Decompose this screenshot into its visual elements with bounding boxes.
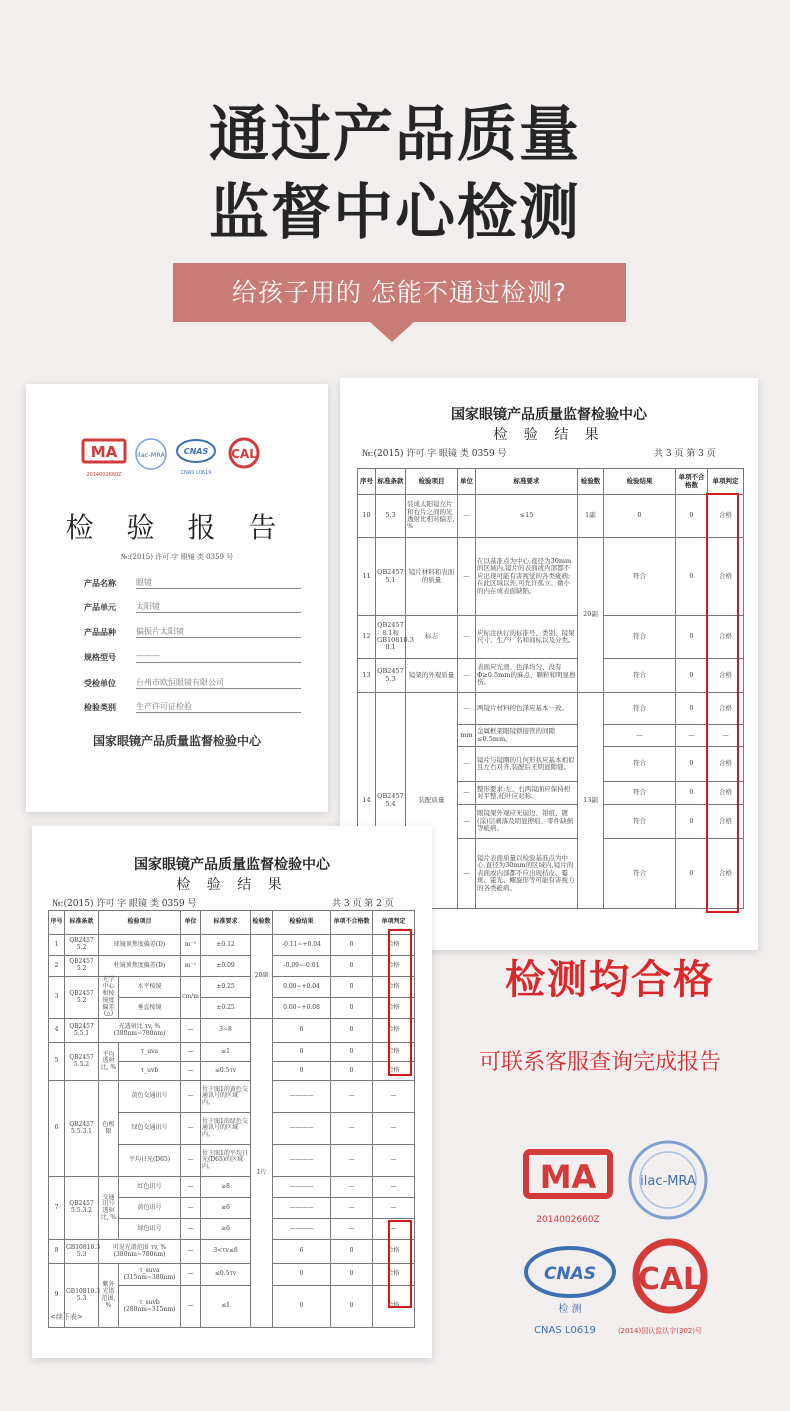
cell-fail-count: 0 xyxy=(331,998,373,1019)
cell-judgement: 合格 xyxy=(373,1019,415,1043)
cell-fail-count: 0 xyxy=(331,1019,373,1043)
page2-organization: 国家眼镜产品质量监督检验中心 xyxy=(134,857,330,873)
cell-unit: — xyxy=(458,538,476,616)
cell-sub-item: 平均日光(D65) xyxy=(119,1145,181,1177)
cell-requirement: 3<τv≤8 xyxy=(201,1240,251,1264)
cell-unit: — xyxy=(181,1219,201,1240)
page3-organization: 国家眼镜产品质量监督检验中心 xyxy=(451,407,647,423)
cell-result: ———— xyxy=(273,1177,331,1198)
cell-result: 符合 xyxy=(604,747,676,782)
cell-result: ———— xyxy=(273,1145,331,1177)
cell-judgement: — xyxy=(708,725,744,747)
cell-requirement: ≥6 xyxy=(201,1198,251,1219)
header-cell: 检验结果 xyxy=(604,469,676,495)
cell-judgement: — xyxy=(373,1198,415,1219)
cell-unit: — xyxy=(181,1198,201,1219)
cell-no: 12 xyxy=(358,616,376,659)
cell-no: 2 xyxy=(49,956,65,977)
cell-judgement: — xyxy=(373,1113,415,1145)
cell-item: 镜片材料和表面的质量 xyxy=(406,538,458,616)
cell-clause: QB2457 5.2 xyxy=(65,977,99,1019)
cell-sub-item: 绿色讯号 xyxy=(119,1219,181,1240)
cell-fail-count: — xyxy=(331,1198,373,1219)
table-row xyxy=(358,659,744,693)
cell-unit: — xyxy=(181,1081,201,1113)
header-cell: 检验数 xyxy=(251,911,273,935)
cell-unit: mm xyxy=(458,725,476,747)
table-row xyxy=(49,1043,415,1062)
cell-requirement: 3~8 xyxy=(201,1019,251,1043)
report-cover xyxy=(26,384,328,812)
cell-item: 色极限 xyxy=(99,1081,119,1177)
cell-item: 装成太阳镜左片和右片之间的光透射比相对偏差, % xyxy=(406,495,458,538)
cell-judgement: 合格 xyxy=(708,747,744,782)
cell-result: 符合 xyxy=(604,782,676,805)
cover-field-value: 偏振片太阳镜 xyxy=(136,626,301,638)
cell-clause: QB2457 5.5.3.2 xyxy=(65,1177,99,1240)
cell-result: 0.00~+0.08 xyxy=(273,998,331,1019)
cell-clause: QB2457 5.4 xyxy=(376,693,406,909)
cnas-logo-code: CNAS L0619 xyxy=(180,470,212,476)
cell-judgement: 合格 xyxy=(708,782,744,805)
cell-fail-count: 0 xyxy=(676,782,708,805)
cell-unit: — xyxy=(181,1062,201,1081)
cal-badge xyxy=(618,1242,704,1335)
cell-fail-count: — xyxy=(331,1219,373,1240)
header-cell: 单项不合格数 xyxy=(331,911,373,935)
cover-field-label: 受检单位 xyxy=(84,678,116,688)
cell-fail-count: — xyxy=(331,1113,373,1145)
cma-logo-text: MA xyxy=(90,443,118,461)
cell-requirement: 镜片表面质量以检验基准点为中心,直径为30mm的区域内,镜片的表面或内部都不应出现桔皮、霉斑、霍光、螺旋形等可能有害视力的各类疵病。 xyxy=(476,839,578,909)
cell-requirement: ≤0.5τv xyxy=(201,1264,251,1286)
cell-judgement: — xyxy=(373,1145,415,1177)
cell-count: 20副 xyxy=(251,935,273,1019)
cma-badge-code: 2014002660Z xyxy=(536,1215,600,1225)
cover-field-label: 产品名称 xyxy=(84,578,116,588)
cell-result: 符合 xyxy=(604,805,676,839)
table-row xyxy=(49,1240,415,1264)
header-cell: 标准条款 xyxy=(65,911,99,935)
table-row xyxy=(49,1264,415,1286)
cell-no: 6 xyxy=(49,1081,65,1177)
cell-clause: QB2457 5.2 xyxy=(65,956,99,977)
cover-certification-logos xyxy=(81,436,281,480)
cell-clause: QB2457 5.2 xyxy=(65,935,99,956)
page2-results-table xyxy=(48,910,415,1328)
cell-fail-count: — xyxy=(331,1177,373,1198)
cell-requirement: 金属框架眼镜锁接管的间隙≤0.5mm。 xyxy=(476,725,578,747)
cell-unit: — xyxy=(181,1043,201,1062)
table-row xyxy=(358,616,744,659)
cover-field-label: 产品单元 xyxy=(84,602,116,612)
table-row xyxy=(49,956,415,977)
cell-unit: cm/m xyxy=(181,977,201,1019)
cell-judgement: 合格 xyxy=(708,538,744,616)
cell-clause: QB2457 8.1和GB10810.3 8.1 xyxy=(376,616,406,659)
cell-item: 光透射比 τv, % (380nm~780nm) xyxy=(99,1019,181,1043)
continued-note: <续下表> xyxy=(50,1313,83,1321)
cell-unit: — xyxy=(181,1264,201,1286)
cell-unit: — xyxy=(458,659,476,693)
headline-line-2: 监督中心检测 xyxy=(209,178,581,248)
cell-fail-count: 0 xyxy=(676,693,708,725)
cell-fail-count: — xyxy=(331,1081,373,1113)
cma-logo-code: 2014002660Z xyxy=(86,472,122,478)
cal-badge-text: CAL xyxy=(637,1262,703,1297)
cell-judgement: 合格 xyxy=(708,805,744,839)
cell-requirement: 位于图1的绿色交通讯号的区域内。 xyxy=(201,1113,251,1145)
cell-unit: — xyxy=(181,1177,201,1198)
cell-result: 6 xyxy=(273,1019,331,1043)
cell-judgement: 合格 xyxy=(708,659,744,693)
cell-requirement: 眼镜架外观应无崩边、钳痕、镀(涂)层剥落及明显擦痕、零件缺损等疵病。 xyxy=(476,805,578,839)
cover-field-label: 产品品种 xyxy=(84,627,116,637)
qualified-highlight-box xyxy=(388,1220,412,1308)
cnas-badge-text: CNAS xyxy=(543,1264,597,1284)
cell-fail-count: 0 xyxy=(331,1240,373,1264)
cell-judgement: 合格 xyxy=(373,977,415,998)
cell-fail-count: — xyxy=(331,1145,373,1177)
cell-item: 标志 xyxy=(406,616,458,659)
cell-unit: — xyxy=(458,693,476,725)
header-cell: 标准条款 xyxy=(376,469,406,495)
cell-requirement: ≤1 xyxy=(201,1043,251,1062)
cell-fail-count: 0 xyxy=(676,616,708,659)
cell-judgement: 合格 xyxy=(373,998,415,1019)
cal-logo-text: CAL xyxy=(231,447,257,461)
cell-requirement: ±0.09 xyxy=(201,956,251,977)
cell-requirement: ≥6 xyxy=(201,1219,251,1240)
ilac-logo xyxy=(136,439,166,469)
cell-no: 5 xyxy=(49,1043,65,1081)
report-page-2 xyxy=(32,826,432,1358)
table-row xyxy=(358,495,744,538)
cell-result: 0 xyxy=(273,1043,331,1062)
cell-requirement: ≥8 xyxy=(201,1177,251,1198)
cover-field-value: 太阳镜 xyxy=(136,601,301,613)
headline-line-1: 通过产品质量 xyxy=(209,100,581,170)
cnas-logo-text: CNAS xyxy=(183,447,209,456)
cell-no: 9 xyxy=(49,1264,65,1328)
cell-no: 11 xyxy=(358,538,376,616)
cell-unit: — xyxy=(458,839,476,909)
cover-field-value: 生产许可证检验 xyxy=(136,701,301,713)
cnas-badge-code: CNAS L0619 xyxy=(534,1325,596,1336)
header-cell: 标准要求 xyxy=(201,911,251,935)
cell-no: 14 xyxy=(358,693,376,909)
header-cell: 标准要求 xyxy=(476,469,578,495)
cell-fail-count: 0 xyxy=(676,805,708,839)
header-cell: 序号 xyxy=(49,911,65,935)
cell-result: — xyxy=(604,725,676,747)
cell-item: 紫外光谱范围, % xyxy=(99,1264,119,1328)
cell-unit: m⁻¹ xyxy=(181,956,201,977)
cell-judgement: 合格 xyxy=(373,1043,415,1062)
cell-no: 7 xyxy=(49,1177,65,1240)
cell-result: 0 xyxy=(604,495,676,538)
header-cell: 单位 xyxy=(458,469,476,495)
header-cell: 检验数 xyxy=(578,469,604,495)
cell-judgement: 合格 xyxy=(373,956,415,977)
cover-report-number: №:(2015) 许可 字 眼镜 类 0359 号 xyxy=(120,553,234,561)
cell-result: ———— xyxy=(273,1081,331,1113)
cell-item: 柱镜顶焦度偏差(D) xyxy=(99,956,181,977)
cover-field-label: 检验类别 xyxy=(84,702,116,712)
cell-requirement: 位于图1的黄色交通讯号的区域内。 xyxy=(201,1081,251,1113)
qualified-highlight-box xyxy=(388,929,412,1076)
cell-no: 3 xyxy=(49,977,65,1019)
cell-sub-item: 绿色交通讯号 xyxy=(119,1113,181,1145)
page2-report-number: №:(2015) 许可 字 眼镜 类 0359 号 xyxy=(52,899,197,909)
header-cell: 检验结果 xyxy=(273,911,331,935)
cell-result: 符合 xyxy=(604,538,676,616)
cell-count: 20副 xyxy=(578,538,604,693)
all-qualified-label: 检测均合格 xyxy=(505,957,715,1003)
cell-clause: GB10810.3 5.3 xyxy=(65,1240,99,1264)
cell-result: 0 xyxy=(273,1286,331,1328)
cell-requirement: 两镜片材料的色泽应基本一致。 xyxy=(476,693,578,725)
cell-result: ———— xyxy=(273,1113,331,1145)
table-header-row xyxy=(358,469,744,495)
cell-judgement: — xyxy=(373,1219,415,1240)
header-cell: 检验项目 xyxy=(406,469,458,495)
cell-item: 球镜顶焦度偏差(D) xyxy=(99,935,181,956)
cell-requirement: 应标注执行的标准号、类别、镜架尺寸、生产厂名和商标以及分类。 xyxy=(476,616,578,659)
cell-unit: — xyxy=(181,1145,201,1177)
cell-unit: — xyxy=(458,782,476,805)
cell-result: 符合 xyxy=(604,659,676,693)
cell-result: 符合 xyxy=(604,839,676,909)
cell-requirement: ≤0.5τv xyxy=(201,1062,251,1081)
cell-judgement: 合格 xyxy=(373,1286,415,1328)
cell-unit: — xyxy=(181,1113,201,1145)
header-cell: 单项不合格数 xyxy=(676,469,708,495)
cell-sub-item: τ_uvb xyxy=(119,1062,181,1081)
cell-requirement: 整形要求:左、右两镜面应保持相对平整,托叶应对称。 xyxy=(476,782,578,805)
cell-requirement: ≤15 xyxy=(476,495,578,538)
cell-result: 0 xyxy=(273,1264,331,1286)
cell-fail-count: 0 xyxy=(331,977,373,998)
table-row xyxy=(49,935,415,956)
cell-requirement: 在以基准点为中心,直径为30mm的区域内,镜片的表面或内部都不应出现可能有害视觉的各类疵病;在此区域以外,可允许孤立、微小的内在或表面缺陷。 xyxy=(476,538,578,616)
cell-unit: — xyxy=(181,1286,201,1328)
table-row xyxy=(49,977,415,998)
cell-result: -0.09~-0.01 xyxy=(273,956,331,977)
cell-unit: — xyxy=(458,495,476,538)
cell-requirement: ±0.12 xyxy=(201,935,251,956)
header-cell: 单位 xyxy=(181,911,201,935)
header-cell: 序号 xyxy=(358,469,376,495)
cell-fail-count: 0 xyxy=(676,538,708,616)
header-cell: 检验项目 xyxy=(99,911,181,935)
table-row xyxy=(49,1081,415,1113)
cell-result: 0 xyxy=(273,1062,331,1081)
cover-field-label: 规格型号 xyxy=(84,652,116,662)
cma-badge xyxy=(526,1152,610,1225)
table-row xyxy=(49,1019,415,1043)
page3-page-indicator: 共 3 页 第 3 页 xyxy=(654,449,716,459)
cell-sub-item: 黄色交通讯号 xyxy=(119,1081,181,1113)
cell-no: 8 xyxy=(49,1240,65,1264)
cell-unit: — xyxy=(458,747,476,782)
ilac-badge-text: ilac-MRA xyxy=(640,1174,696,1189)
cell-fail-count: 0 xyxy=(331,1043,373,1062)
header-cell: 单项判定 xyxy=(708,469,744,495)
cma-logo xyxy=(83,440,125,478)
cell-clause: 5.3 xyxy=(376,495,406,538)
cell-result: 符合 xyxy=(604,693,676,725)
cell-unit: m⁻¹ xyxy=(181,935,201,956)
cell-item: 交通讯号透射比, % xyxy=(99,1177,119,1240)
cell-result: 0.00~+0.04 xyxy=(273,977,331,998)
cell-item: 光学中心和棱镜度偏差(△) xyxy=(99,977,119,1019)
table-header-row xyxy=(49,911,415,935)
cell-fail-count: 0 xyxy=(676,747,708,782)
cover-field-value: 台州市欧恒眼镜有限公司 xyxy=(136,677,301,689)
cell-sub-item: 水平棱镜 xyxy=(119,977,181,998)
cell-fail-count: 0 xyxy=(331,956,373,977)
cell-judgement: 合格 xyxy=(708,616,744,659)
table-row xyxy=(49,1177,415,1198)
cell-count: 13副 xyxy=(578,693,604,909)
cnas-badge xyxy=(526,1248,614,1336)
table-row xyxy=(358,538,744,616)
contact-service-note: 可联系客服查询完成报告 xyxy=(478,1050,721,1075)
cell-no: 4 xyxy=(49,1019,65,1043)
cell-item: 镜架的外观质量 xyxy=(406,659,458,693)
cell-fail-count: 0 xyxy=(331,1286,373,1328)
cell-fail-count: 0 xyxy=(676,659,708,693)
cell-item: 装配质量 xyxy=(406,693,458,909)
table-row xyxy=(358,693,744,725)
cell-judgement: 合格 xyxy=(708,839,744,909)
cell-requirement: 镜片与镜圈的几何形状应基本相似且左右对齐,装配后无明显隙缝。 xyxy=(476,747,578,782)
cell-count: 1片 xyxy=(251,1019,273,1328)
header-cell: 单项判定 xyxy=(373,911,415,935)
certification-badges xyxy=(520,1140,720,1340)
cell-requirement: ±0.25 xyxy=(201,998,251,1019)
cell-fail-count: 0 xyxy=(331,1062,373,1081)
cell-clause: QB2457 5.5.1 xyxy=(65,1019,99,1043)
cell-judgement: 合格 xyxy=(373,935,415,956)
cell-result: ———— xyxy=(273,1198,331,1219)
cell-fail-count: 0 xyxy=(331,1264,373,1286)
cell-fail-count: 0 xyxy=(331,935,373,956)
cell-no: 10 xyxy=(358,495,376,538)
ilac-badge xyxy=(630,1142,706,1218)
cover-field-value: 眼镜 xyxy=(136,577,301,589)
cell-judgement: 合格 xyxy=(373,1062,415,1081)
tagline-banner: 给孩子用的 怎能不通过检测? xyxy=(173,263,626,322)
cell-no: 1 xyxy=(49,935,65,956)
cell-requirement: ≤1 xyxy=(201,1286,251,1328)
cell-judgement: 合格 xyxy=(708,693,744,725)
cover-title: 检 验 报 告 xyxy=(65,511,289,544)
cell-sub-item: τ_suvb (280nm~315nm) xyxy=(119,1286,181,1328)
cell-sub-item: 垂直棱镜 xyxy=(119,998,181,1019)
page-headline xyxy=(0,96,790,252)
cover-field-value: ——— xyxy=(136,651,301,663)
qualified-highlight-box xyxy=(706,493,739,913)
cell-sub-item: 红色讯号 xyxy=(119,1177,181,1198)
page2-page-indicator: 共 3 页 第 2 页 xyxy=(332,899,394,909)
page3-subtitle: 检 验 结 果 xyxy=(493,427,605,443)
cell-clause: GB10810.3 5.3 xyxy=(65,1264,99,1328)
cell-clause: QB2457 5.1 xyxy=(376,538,406,616)
cnas-logo xyxy=(177,440,215,476)
cell-sub-item: τ_uva xyxy=(119,1043,181,1062)
cell-item: 平均透射比, % xyxy=(99,1043,119,1081)
cal-badge-code: (2014)国认监认字(302)号 xyxy=(617,1327,703,1335)
cell-judgement: 合格 xyxy=(373,1240,415,1264)
cell-judgement: 合格 xyxy=(708,495,744,538)
cell-unit: — xyxy=(458,616,476,659)
cell-requirement: 位于图1的平均日光(D65)的区域内。 xyxy=(201,1145,251,1177)
cell-fail-count: 0 xyxy=(676,839,708,909)
cell-judgement: 合格 xyxy=(373,1264,415,1286)
cell-requirement: ±0.25 xyxy=(201,977,251,998)
cell-unit: — xyxy=(181,1240,201,1264)
cell-fail-count: 0 xyxy=(676,495,708,538)
cell-item: 可见光谱范围 τv, % (380nm~780nm) xyxy=(99,1240,181,1264)
cell-unit: — xyxy=(181,1019,201,1043)
cell-clause: QB2457 5.5.2 xyxy=(65,1043,99,1081)
ilac-logo-text: ilac-MRA xyxy=(137,451,165,459)
cell-clause: QB2457 5.3 xyxy=(376,659,406,693)
cell-no: 13 xyxy=(358,659,376,693)
cell-count: 1副 xyxy=(578,495,604,538)
cell-sub-item: τ_suva (315nm~380nm) xyxy=(119,1264,181,1286)
cnas-badge-label: 检 测 xyxy=(558,1304,582,1315)
cell-result: -0.11~+0.04 xyxy=(273,935,331,956)
cover-organization: 国家眼镜产品质量监督检验中心 xyxy=(92,734,261,748)
cell-clause: QB2457 5.5.3.1 xyxy=(65,1081,99,1177)
cell-result: ———— xyxy=(273,1219,331,1240)
cell-judgement: — xyxy=(373,1177,415,1198)
cell-sub-item: 黄色讯号 xyxy=(119,1198,181,1219)
tagline-arrow xyxy=(370,322,414,342)
cal-logo xyxy=(230,439,258,467)
cell-result: 6 xyxy=(273,1240,331,1264)
cell-judgement: — xyxy=(373,1081,415,1113)
page2-subtitle: 检 验 结 果 xyxy=(176,877,288,893)
page3-report-number: №:(2015) 许可 字 眼镜 类 0359 号 xyxy=(362,449,507,459)
cell-result: 符合 xyxy=(604,616,676,659)
cell-fail-count: — xyxy=(676,725,708,747)
cell-unit: — xyxy=(458,805,476,839)
cma-badge-text: MA xyxy=(539,1158,597,1196)
cell-requirement: 表面应光滑、色泽均匀、没有Φ≥0.5mm的麻点、颗粒和明显擦伤。 xyxy=(476,659,578,693)
